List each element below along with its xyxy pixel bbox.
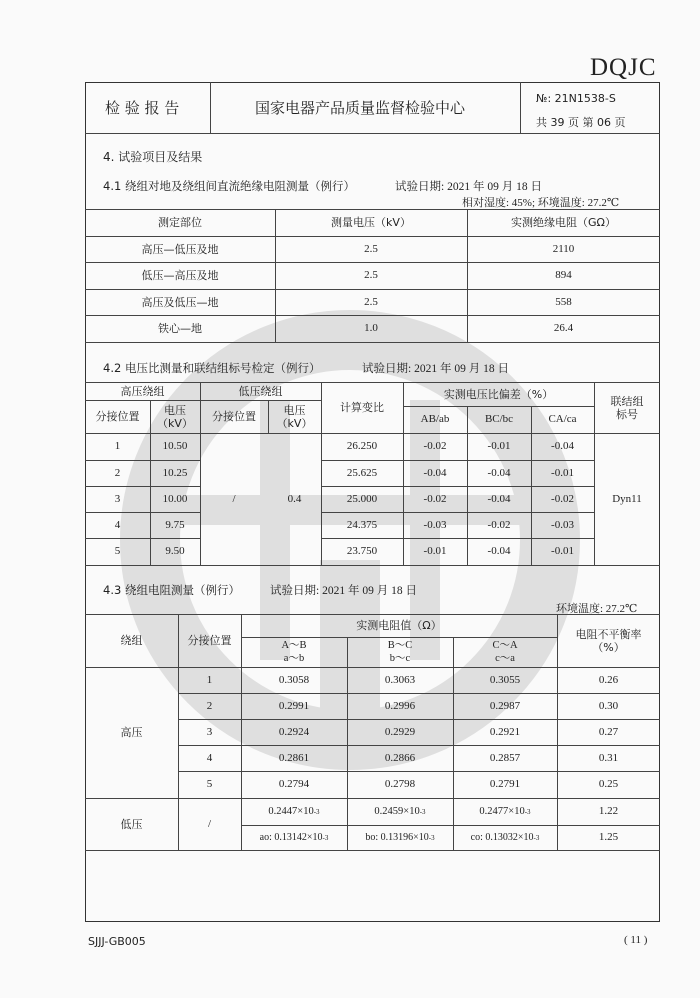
t3-lv-cell: 1.22 — [598, 805, 619, 817]
t2-cell: 10.50 — [162, 440, 188, 452]
t3-cell: 0.2921 — [489, 725, 521, 738]
t2-header-deviation: 实测电压比偏差（%） — [443, 387, 554, 401]
t2-cell: 10.00 — [162, 492, 188, 505]
t1-cell: 高压及低压—地 — [141, 295, 219, 309]
section-4-3-date: 试验日期: 2021 年 09 月 18 日 — [270, 585, 417, 597]
t3-lv-tap: / — [207, 817, 212, 830]
t2-lv-volt: 0.4 — [287, 492, 302, 505]
t2-header-lv-tap: 分接位置 — [212, 410, 256, 423]
t1-cell: 894 — [555, 269, 572, 281]
brand-mark: DQJC — [590, 54, 657, 81]
form-code: SJJJ-GB005 — [88, 935, 146, 948]
t2-cell: 2 — [114, 466, 121, 479]
t3-lv-cell: ao: 0.13142×10 -3 — [259, 832, 329, 843]
t3-cell: 0.2794 — [278, 778, 310, 790]
t2-header-lv-volt: 电压 （kV） — [276, 403, 313, 430]
t3-lv-cell: 1.25 — [598, 831, 619, 843]
t3-cell: 0.2991 — [278, 699, 310, 712]
t1-cell: 低压—高压及地 — [141, 269, 219, 282]
t3-cell: 0.3055 — [489, 673, 521, 686]
t3-header-bc: B～C b～c — [387, 640, 413, 664]
t2-cell: -0.02 — [551, 492, 574, 505]
t3-lv-label: 低压 — [120, 817, 143, 831]
t1-cell: 1.0 — [364, 322, 378, 334]
t2-cell: -0.01 — [423, 545, 447, 557]
t2-cell: 5 — [114, 545, 121, 557]
t3-cell: 2 — [206, 699, 213, 712]
t2-cell: -0.02 — [423, 440, 447, 452]
t2-cell: -0.02 — [487, 518, 511, 531]
t2-cell: -0.02 — [423, 492, 447, 505]
t2-header-bc: BC/bc — [484, 413, 514, 425]
t3-lv-cell: 0.2477×10 -3 — [479, 806, 531, 817]
t2-cell: -0.04 — [551, 440, 574, 452]
t1-header-position: 测定部位 — [158, 216, 202, 229]
section-4-2-title: 4.2 电压比测量和联结组标号检定（例行） — [103, 361, 321, 375]
page-number: ( 11 ) — [624, 934, 648, 946]
t3-header-ca: C～A c～a — [492, 640, 518, 664]
page-count: 共 39 页 第 06 页 — [536, 116, 626, 129]
t3-lv-cell: 0.2459×10 -3 — [374, 806, 426, 817]
t1-cell: 2.5 — [364, 269, 378, 281]
t2-cell: 9.75 — [165, 518, 185, 531]
t2-cell: 9.50 — [165, 545, 185, 557]
t3-cell: 0.2996 — [384, 699, 416, 712]
t2-cell: 23.750 — [346, 545, 378, 557]
t3-cell: 0.26 — [598, 673, 619, 686]
t2-cell: 25.625 — [346, 466, 378, 479]
report-number: №: 21N1538-S — [536, 92, 616, 105]
t2-cell: 1 — [114, 440, 121, 452]
t3-cell: 4 — [206, 751, 213, 764]
t2-cell: -0.01 — [551, 545, 574, 557]
t3-cell: 0.27 — [598, 725, 619, 738]
t3-lv-cell: 0.2447×10 -3 — [268, 806, 320, 817]
t3-cell: 0.3063 — [384, 673, 416, 686]
report-label: 检 验 报 告 — [105, 99, 180, 117]
t3-cell: 0.3058 — [278, 673, 310, 686]
t2-cell: 25.000 — [346, 492, 378, 505]
t1-cell: 铁心—地 — [158, 322, 202, 335]
t3-cell: 0.31 — [598, 751, 619, 764]
org-name: 国家电器产品质量监督检验中心 — [255, 99, 466, 117]
t2-cell: 3 — [114, 492, 121, 505]
t2-header-ratio: 计算变比 — [340, 401, 384, 414]
t3-cell: 0.2866 — [384, 751, 416, 764]
t1-cell: 高压—低压及地 — [141, 242, 219, 256]
t1-header-resistance: 实测绝缘电阻（GΩ） — [511, 216, 616, 229]
t2-header-group: 联结组 标号 — [610, 394, 644, 421]
section-4-3-env: 环境温度: 27.2℃ — [556, 603, 638, 615]
t1-cell: 2110 — [552, 242, 575, 255]
section-4-3-title: 4.3 绕组电阻测量（例行） — [103, 583, 240, 597]
t3-header-ab: A～B a～b — [281, 640, 307, 664]
t3-cell: 3 — [206, 725, 213, 738]
t1-header-voltage: 测量电压（kV） — [331, 216, 411, 229]
t2-cell: 4 — [114, 518, 121, 531]
t3-header-imbalance: 电阻不平衡率 （%） — [575, 627, 642, 654]
t2-cell: -0.04 — [487, 545, 511, 557]
t1-cell: 558 — [555, 295, 572, 308]
t2-cell: -0.04 — [487, 466, 511, 479]
t2-header-tap: 分接位置 — [95, 410, 140, 423]
t3-hv-label: 高压 — [120, 726, 143, 739]
t2-header-ca: CA/ca — [548, 413, 577, 425]
section-4-1-date: 试验日期: 2021 年 09 月 18 日 — [395, 181, 542, 193]
t3-cell: 0.2857 — [489, 751, 521, 764]
t1-cell: 2.5 — [364, 295, 378, 308]
t3-header-winding: 绕组 — [120, 634, 143, 647]
t3-cell: 0.2929 — [384, 725, 416, 738]
t2-cell: 24.375 — [346, 518, 378, 531]
t1-cell: 26.4 — [553, 322, 574, 334]
t1-cell: 2.5 — [364, 242, 378, 255]
t3-cell: 0.2987 — [489, 699, 521, 712]
t2-header-ab: AB/ab — [420, 413, 450, 425]
t3-cell: 0.2791 — [489, 778, 521, 790]
t3-header-measured: 实测电阻值（Ω） — [356, 619, 442, 632]
section-4-1-title: 4.1 绕组对地及绕组间直流绝缘电阻测量（例行） — [103, 179, 355, 193]
t2-header-lv: 低压绕组 — [238, 384, 283, 398]
section-4-2-date: 试验日期: 2021 年 09 月 18 日 — [362, 363, 509, 375]
t2-cell: -0.01 — [551, 466, 574, 479]
t2-header-hv: 高压绕组 — [120, 384, 165, 398]
t3-cell: 0.2798 — [384, 778, 416, 790]
section-4-1-env: 相对湿度: 45%; 环境温度: 27.2℃ — [462, 197, 620, 209]
t2-cell: 10.25 — [162, 466, 188, 479]
t2-cell: -0.04 — [423, 466, 447, 479]
section-title: 4. 试验项目及结果 — [103, 150, 203, 164]
t3-lv-cell: co: 0.13032×10 -3 — [470, 832, 540, 843]
t3-cell: 5 — [206, 778, 213, 790]
t3-header-tap: 分接位置 — [187, 634, 232, 647]
t3-cell: 0.2861 — [278, 751, 310, 764]
t2-cell: -0.03 — [551, 518, 574, 531]
t2-cell: -0.01 — [487, 440, 511, 452]
t2-cell: -0.04 — [487, 492, 511, 505]
t3-cell: 0.30 — [598, 699, 619, 712]
t3-cell: 0.25 — [598, 778, 619, 790]
t2-lv-tap: / — [232, 492, 236, 505]
t2-header-volt: 电压 （kV） — [157, 403, 193, 430]
t3-lv-cell: bo: 0.13196×10 -3 — [365, 832, 435, 843]
t2-cell: 26.250 — [346, 440, 378, 452]
t3-cell: 1 — [206, 673, 213, 686]
t2-cell: -0.03 — [423, 518, 447, 531]
t3-cell: 0.2924 — [278, 725, 310, 738]
t2-group: Dyn11 — [612, 492, 642, 505]
